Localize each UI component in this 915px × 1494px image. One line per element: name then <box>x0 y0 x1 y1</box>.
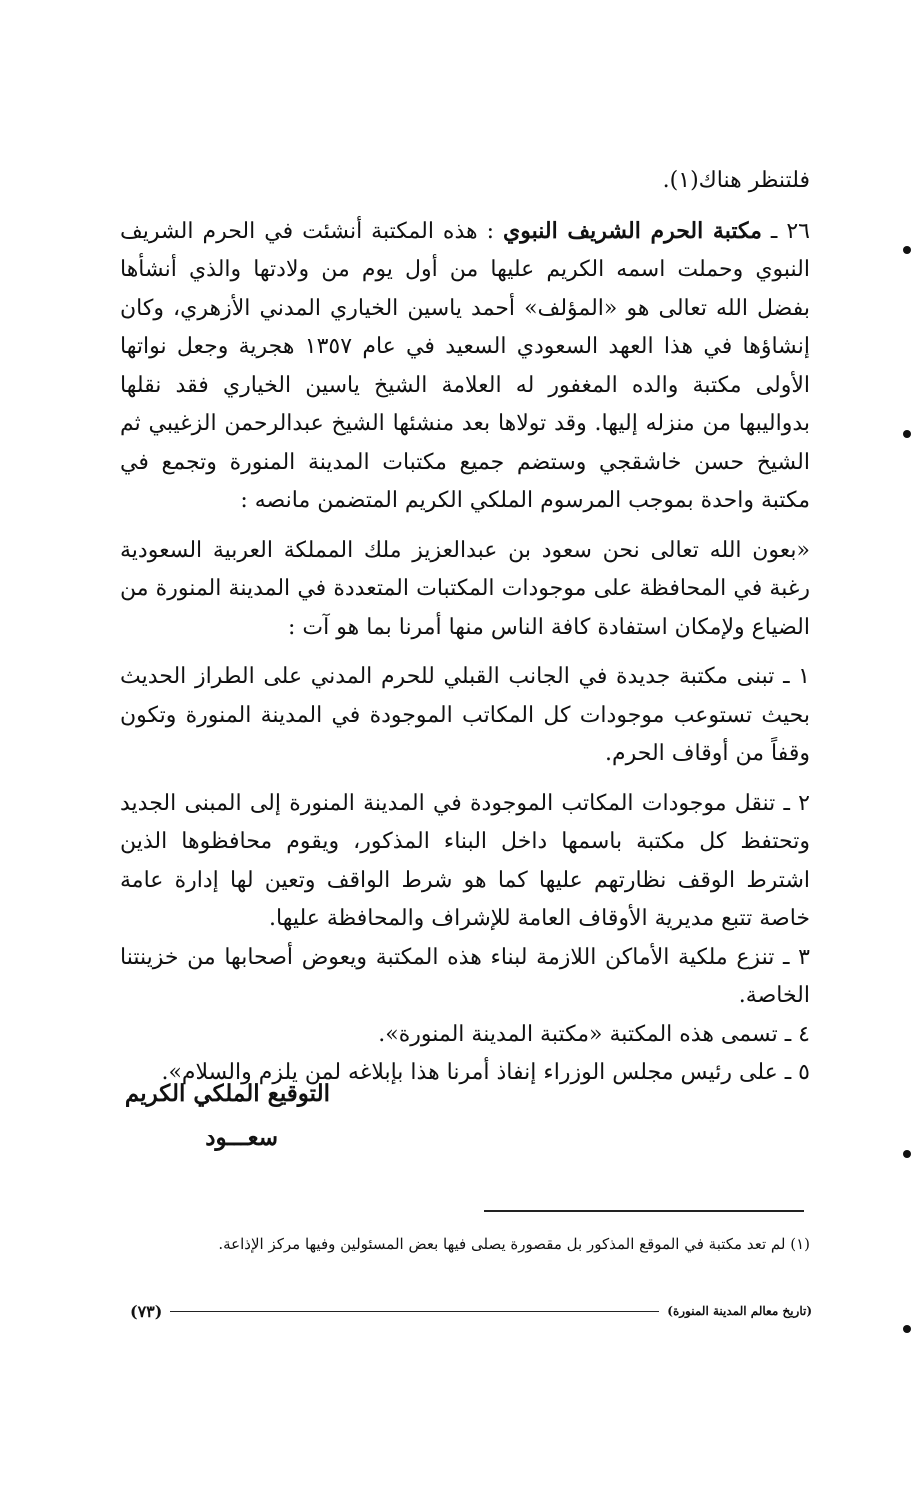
signature-title: التوقيع الملكي الكريم <box>124 1080 330 1107</box>
decree-preamble: «بعون الله تعالى نحن سعود بن عبدالعزيز ملك المملكة العربية السعودية رغبة في المحافظة على موجودات المكتبات المتعددة في المدينة المنورة من الضياع ولإمكان استفادة كافة الناس منها أمرنا بما هو آت : <box>120 537 810 640</box>
page-number: (٧٣) <box>130 1301 163 1321</box>
binding-hole-mark <box>903 246 911 254</box>
royal-signature <box>120 1072 330 1160</box>
footnote: (١) لم تعد مكتبة في الموقع المذكور بل مقصورة يصلى فيها بعض المسئولين وفيها مركز الإذاعة. <box>218 1235 810 1253</box>
footer-book-title: (تاريخ معالم المدينة المنورة) <box>667 1304 812 1318</box>
page-footer <box>130 1297 812 1325</box>
binding-hole-mark <box>903 430 911 438</box>
paragraph-26 <box>120 212 810 521</box>
main-text <box>120 162 810 1093</box>
decree-item-5: ٥ ـ على رئيس مجلس الوزراء إنفاذ أمرنا هذا بإبلاغه لمن يلزم والسلام». <box>161 1060 810 1085</box>
footer-divider <box>170 1311 659 1312</box>
binding-hole-mark <box>903 1150 911 1158</box>
decree-item-3: ٣ ـ تنزع ملكية الأماكن اللازمة لبناء هذه المكتبة ويعوض أصحابها من خزينتنا الخاصة. <box>120 944 810 1008</box>
intro-line: فلتنظر هناك(١). <box>662 168 810 193</box>
section-heading: مكتبة الحرم الشريف النبوي <box>503 217 762 244</box>
decree-item-2: ٢ ـ تنقل موجودات المكاتب الموجودة في المدينة المنورة إلى المبنى الجديد وتحتفظ كل مكتبة باسمها داخل البناء المذكور، ويقوم محافظوها الذين اشترط الوقف نظارتهم عليها كما هو شرط الواقف وتعين لها إدارة عامة خاصة تتبع مديرية الأوقاف العامة للإشراف والمحافظة عليها. <box>120 790 810 931</box>
paragraph-26-body: : هذه المكتبة أنشئت في الحرم الشريف النبوي وحملت اسمه الكريم عليها من أول يوم من ولادتها والذي أنشأها بفضل الله تعالى هو «المؤلف» أحمد ياسين الخياري المدني الأزهري، وكان إنشاؤها في هذا العهد السعودي السعيد في عام ١٣٥٧ هجرية وجعل نواتها الأولى مكتبة والده المغفور له العلامة الشيخ ياسين الخياري فقد نقلها بدواليبها من منزله إليها. وقد تولاها بعد منشئها الشيخ عبدالرحمن الزغيبي ثم الشيخ حسن خاشقجي وستضم جميع مكتبات المدينة المنورة وتجمع في مكتبة واحدة بموجب المرسوم الملكي الكريم المتضمن مانصه : <box>120 218 811 513</box>
decree-item-4: ٤ ـ تسمى هذه المكتبة «مكتبة المدينة المنورة». <box>378 1021 810 1047</box>
footnote-divider <box>484 1210 804 1212</box>
item-number: ٢٦ ـ <box>761 218 810 244</box>
binding-hole-mark <box>903 1325 911 1333</box>
decree-item-1: ١ ـ تبنى مكتبة جديدة في الجانب القبلي للحرم المدني على الطراز الحديث بحيث تستوعب موجودات كل المكاتب الموجودة في المدينة المنورة وتكون وقفاً من أوقاف الحرم. <box>120 664 810 766</box>
signature-name: سعـــود <box>205 1124 278 1151</box>
